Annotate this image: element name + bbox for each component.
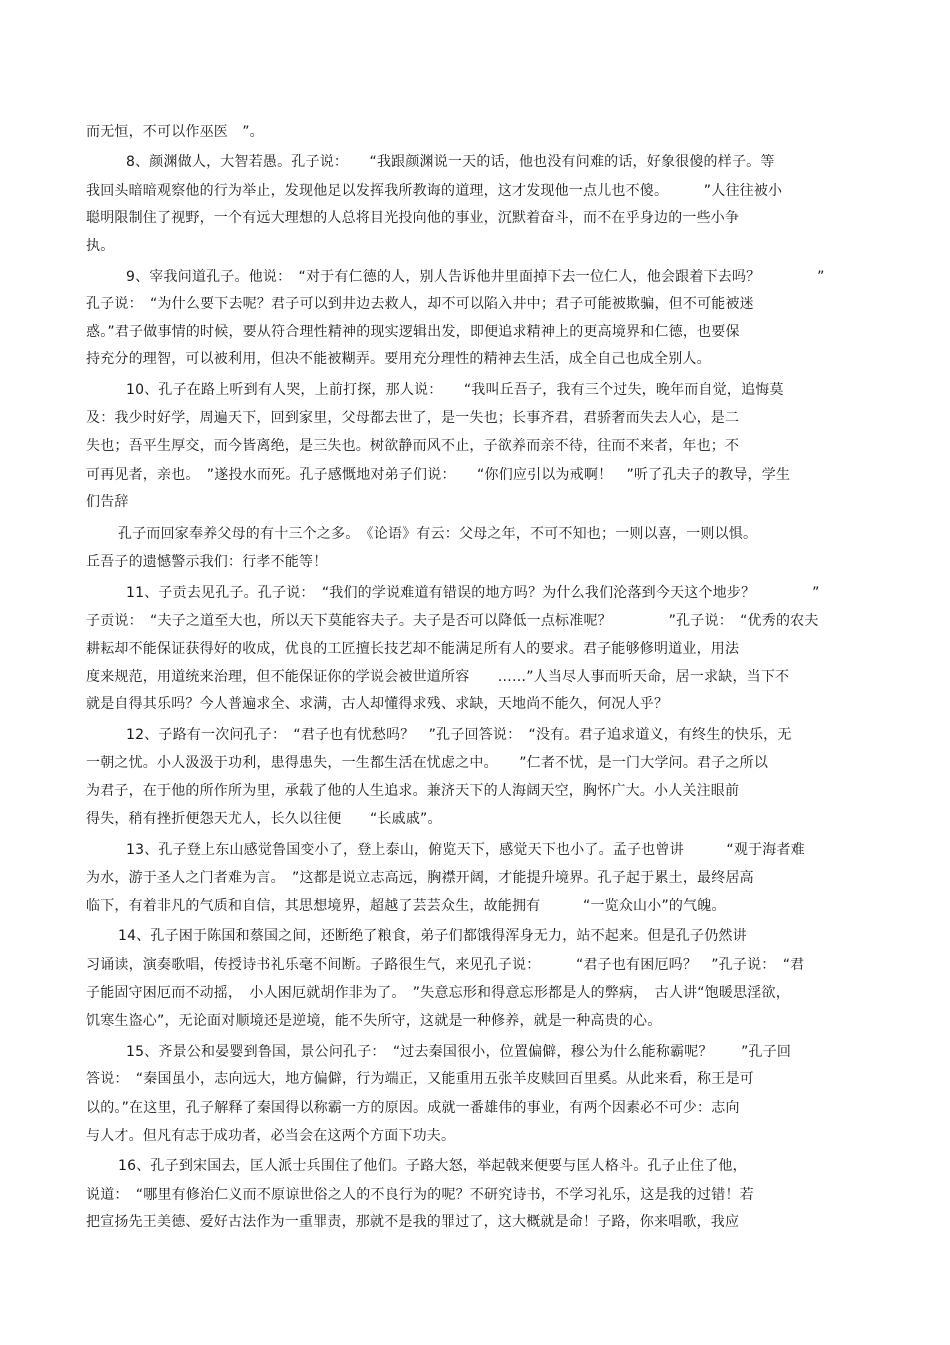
text-line: 子贡说： “夫子之道至大也，所以天下莫能容夫子。夫子是否可以降低一点标准呢？ ”孔子说： “优秀的农夫 [86, 613, 819, 629]
text-line: 为君子，在于他的所作所为里，承载了他的人生追求。兼济天下的人海阔天空，胸怀广大。小人关注眼前 [86, 783, 740, 799]
text-line: 及：我少时好学，周遍天下，回到家里，父母都去世了，是一失也；长事齐君，君骄奢而失去人心，是二 [86, 410, 740, 426]
text-line: 习诵读，演奏歌唱，传授诗书礼乐毫不间断。子路很生气，来见孔子说： “君子也有困厄吗？ ”孔子说： “君 [86, 957, 805, 973]
text-line: 8、颜渊做人，大智若愚。孔子说： “我跟颜渊说一天的话，他也没有问难的话，好象很傻的样子。等 [126, 154, 775, 170]
text-line: 以的。”在这里，孔子解释了秦国得以称霸一方的原因。成就一番雄伟的事业，有两个因素必不可少：志向 [86, 1100, 740, 1116]
text-line: 失也；吾平生厚交，而今皆离绝，是三失也。树欲静而风不止，子欲养而亲不待，往而不来者，年也；不 [86, 438, 740, 454]
text-line: 惑。”君子做事情的时候，要从符合理性精神的现实逻辑出发，即便追求精神上的更高境界和仁德，也要保 [86, 324, 740, 340]
text-line: 12、子路有一次问孔子： “君子也有忧愁吗？ ”孔子回答说： “没有。君子追求道义，有终生的快乐，无 [126, 727, 792, 743]
text-line: 13、孔子登上东山感觉鲁国变小了，登上泰山，俯览天下，感觉天下也小了。孟子也曾讲 “观于海者难 [126, 842, 805, 858]
text-line: 丘吾子的遗憾警示我们：行孝不能等！ [86, 554, 328, 570]
text-line: 可再见者，亲也。 ”遂投水而死。孔子感慨地对弟子们说： “你们应引以为戒啊！ ”听了孔夫子的教导，学生 [86, 467, 791, 483]
text-line: 9、宰我问道孔子。他说： “对于有仁德的人，别人告诉他井里面掉下去一位仁人，他会跟着下去吗？ ” [126, 269, 825, 285]
text-line: 就是自得其乐吗？今人普遍求全、求满，古人却懂得求残、求缺，天地尚不能久，何况人乎？ [86, 696, 669, 712]
text-line: 聪明限制住了视野，一个有远大理想的人总将目光投向他的事业，沉默着奋斗，而不在乎身边的一些小争 [86, 210, 740, 226]
text-line: 孔子说： “为什么要下去呢？君子可以到井边去救人，却不可以陷入井中；君子可能被欺骗，但不可能被迷 [86, 296, 754, 312]
text-line: 得失，稍有挫折便怨天尤人，长久以往便 “长戚戚”。 [86, 811, 442, 827]
text-line: 而无恒，不可以作巫医 ”。 [86, 124, 264, 140]
text-line: 们告辞 [86, 494, 129, 510]
text-line: 与人才。但凡有志于成功者，必当会在这两个方面下功夫。 [86, 1128, 456, 1144]
text-line: 饥寒生盗心”，无论面对顺境还是逆境，能不失所守，这就是一种修养，就是一种高贵的心。 [86, 1013, 662, 1029]
text-line: 答说： “秦国虽小，志向远大，地方偏僻，行为端正，又能重用五张羊皮赎回百里奚。从此来看，称王是可 [86, 1071, 754, 1087]
text-line: 子能固守困厄而不动摇， 小人困厄就胡作非为了。 ”失意忘形和得意忘形都是人的弊病， 古人讲“饱暖思淫欲， [86, 985, 790, 1001]
text-line: 16、孔子到宋国去，匡人派士兵围住了他们。子路大怒，举起戟来便要与匡人格斗。孔子止住了他， [118, 1158, 747, 1174]
text-line: 把宣扬先王美德、爱好古法作为一重罪责，那就不是我的罪过了，这大概就是命！子路，你来唱歌，我应 [86, 1214, 740, 1230]
text-line: 度来规范，用道统来治理，但不能保证你的学说会被世道所容 ……”人当尽人事而听天命，居一求缺，当下不 [86, 669, 790, 685]
text-line: 我回头暗暗观察他的行为举止，发现他足以发挥我所教诲的道理，这才发现他一点儿也不傻。 ”人往往被小 [86, 183, 783, 199]
text-line: 一朝之忧。小人汲汲于功利，患得患失，一生都生活在忧虑之中。 ”仁者不忧，是一门大学问。君子之所以 [86, 755, 769, 771]
text-line: 临下，有着非凡的气质和自信，其思想境界，超越了芸芸众生，故能拥有 “一览众山小”的气魄。 [86, 898, 726, 914]
text-line: 耕耘却不能保证获得好的收成，优良的工匠擅长技艺却不能满足所有人的要求。君子能够修明道业，用法 [86, 641, 740, 657]
text-line: 10、孔子在路上听到有人哭，上前打探，那人说： “我叫丘吾子，我有三个过失，晚年而自觉，追悔莫 [126, 382, 784, 398]
text-line: 11、子贡去见孔子。孔子说： “我们的学说难道有错误的地方吗？为什么我们沦落到今天这个地步？ ” [126, 585, 820, 601]
text-line: 孔子而回家奉养父母的有十三个之多。 《论语》有云：父母之年，不可不知也；一则以喜，一则以惧。 [118, 526, 758, 542]
text-line: 执。 [86, 238, 115, 254]
text-line: 持充分的理智，可以被利用，但决不能被糊弄。要用充分理性的精神去生活，成全自己也成全别人。 [86, 351, 711, 367]
text-line: 说道： “哪里有修治仁义而不原谅世俗之人的不良行为的呢？不研究诗书，不学习礼乐，这是我的过错！若 [86, 1187, 754, 1203]
text-line: 14、孔子困于陈国和蔡国之间，还断绝了粮食，弟子们都饿得浑身无力，站不起来。但是孔子仍然讲 [118, 928, 747, 944]
text-line: 为水，游于圣人之门者难为言。 ”这都是说立志高远，胸襟开阔，才能提升境界。孔子起于累土，最终居高 [86, 870, 754, 886]
text-line: 15、齐景公和晏婴到鲁国，景公问孔子： “过去秦国很小，位置偏僻，穆公为什么能称霸呢？ ”孔子回 [126, 1044, 792, 1060]
